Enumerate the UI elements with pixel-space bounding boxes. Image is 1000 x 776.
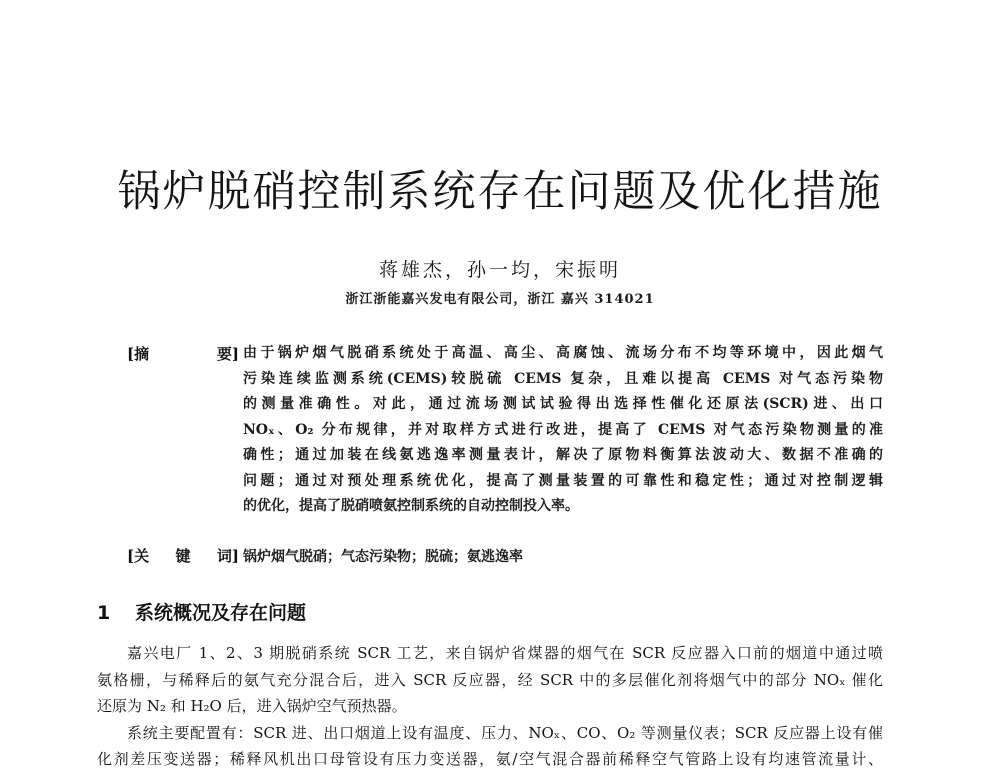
keywords-label	[127, 545, 239, 566]
section-title: 系统概况及存在问题	[135, 602, 307, 624]
keywords-text: 锅炉烟气脱硝；气态污染物；脱硫；氨逃逸率	[243, 549, 523, 565]
keywords-label-part: 词]	[216, 547, 239, 565]
body-line: 系统主要配置有：SCR 进、出口烟道上设有温度、压力、NOₓ、CO、O₂ 等测量仪表；SCR 反应器上设有催	[127, 723, 883, 742]
keywords-label-part: [关	[127, 547, 150, 565]
paper-title: 锅炉脱硝控制系统存在问题及优化措施	[117, 167, 883, 217]
abstract-line: 的测量准确性。对此，通过流场测试试验得出选择性催化还原法(SCR)进、出口	[243, 396, 883, 412]
abstract-line: 污染连续监测系统(CEMS)较脱硫 CEMS 复杂，且难以提高 CEMS 对气态污染物	[243, 370, 883, 387]
affiliation: 浙江浙能嘉兴发电有限公司，浙江 嘉兴 314021	[345, 292, 655, 307]
abstract-body	[243, 341, 883, 520]
body-text	[97, 640, 883, 773]
abstract-line: 由于锅炉烟气脱硝系统处于高温、高尘、高腐蚀、流场分布不均等环境中，因此烟气	[243, 345, 883, 361]
abstract-label	[127, 343, 239, 364]
abstract-line: 的优化，提高了脱硝喷氨控制系统的自动控制投入率。	[243, 498, 579, 514]
abstract-label-close: 要]	[216, 345, 239, 363]
body-line: 还原为 N₂ 和 H₂O 后，进入锅炉空气预热器。	[97, 697, 407, 715]
abstract-label-open: [摘	[127, 345, 150, 363]
section-heading	[97, 598, 306, 625]
body-line: 化剂差压变送器；稀释风机出口母管设有压力变送器，氨/空气混合器前稀释空气管路上设有均速管流量计、	[97, 750, 883, 768]
abstract-line: NOₓ、O₂ 分布规律，并对取样方式进行改进，提高了 CEMS 对气态污染物测量的准	[243, 421, 883, 438]
body-line: 嘉兴电厂 1、2、3 期脱硝系统 SCR 工艺，来自锅炉省煤器的烟气在 SCR 反应器入口前的烟道中通过喷	[127, 644, 883, 662]
author-list: 蒋雄杰，孙一均，宋振明	[378, 259, 621, 281]
keywords-label-part: 键	[175, 547, 191, 565]
section-number: 1	[97, 602, 111, 624]
body-line: 氨格栅，与稀释后的氨气充分混合后，进入 SCR 反应器，经 SCR 中的多层催化剂将烟气中的部分 NOₓ 催化	[97, 670, 883, 689]
abstract-line: 问题；通过对预处理系统优化，提高了测量装置的可靠性和稳定性；通过对控制逻辑	[243, 472, 883, 489]
abstract-line: 确性；通过加装在线氨逃逸率测量表计，解决了原物料衡算法波动大、数据不准确的	[243, 447, 883, 463]
